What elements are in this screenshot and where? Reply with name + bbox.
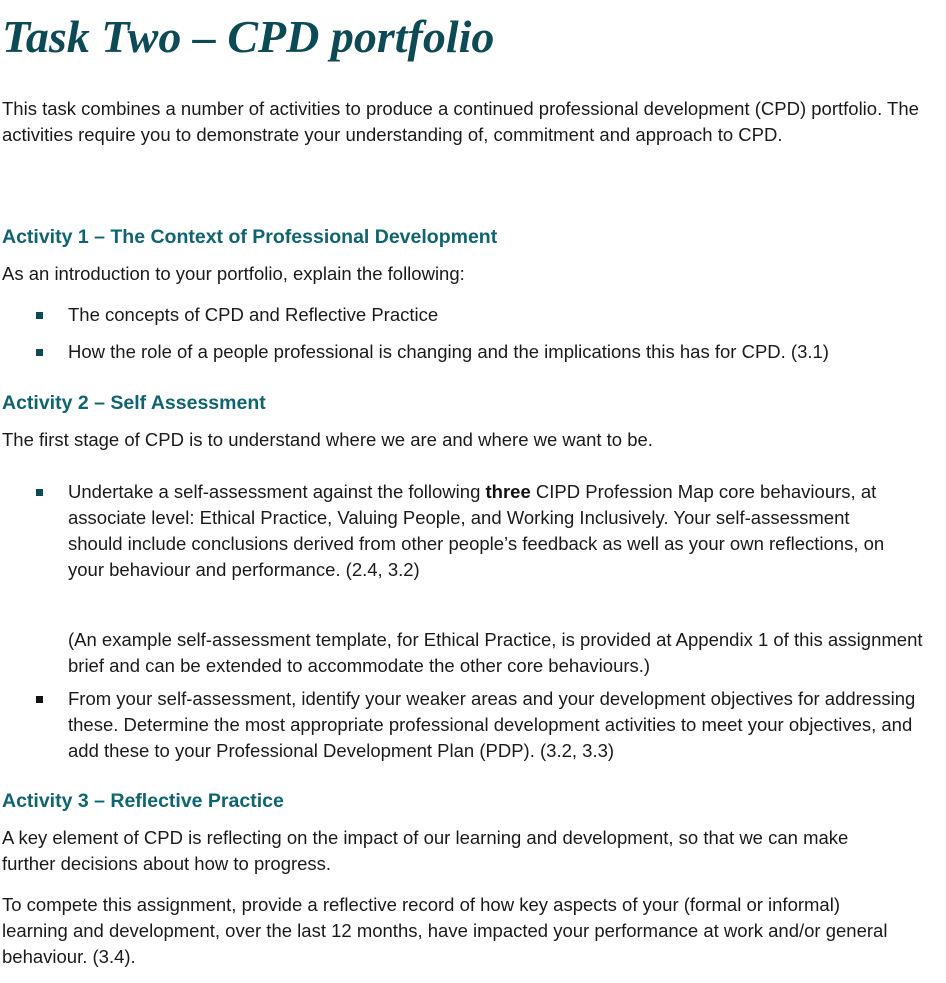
bullet-text-start: Undertake a self-assessment against the following	[68, 481, 486, 502]
activity-3-heading: Activity 3 – Reflective Practice	[2, 790, 284, 812]
activity-1-heading: Activity 1 – The Context of Professional Development	[2, 226, 498, 248]
bold-emphasis: three	[485, 481, 531, 502]
square-bullet-icon	[36, 489, 43, 496]
activity-2-heading: Activity 2 – Self Assessment	[2, 392, 266, 414]
square-bullet-icon	[36, 349, 43, 356]
activity-1-lead: As an introduction to your portfolio, explain the following:	[2, 263, 465, 284]
list-item	[2, 339, 932, 365]
page-title: Task Two – CPD portfolio	[2, 11, 495, 62]
list-item	[2, 479, 932, 583]
bullet-text: From your self-assessment, identify your weaker areas and your development objectives for addressing these. Determine the most appropriate professional development activities to meet your objectives, and add these to your Professional Development Plan (PDP). (3.2, 3.3)	[68, 688, 916, 761]
template-note: (An example self-assessment template, for Ethical Practice, is provided at Appendix 1 of this assignment brief and can be extended to accommodate the other core behaviours.)	[68, 628, 923, 676]
activity-2-lead: The first stage of CPD is to understand where we are and where we want to be.	[2, 429, 653, 450]
square-bullet-icon	[36, 312, 43, 319]
square-bullet-icon	[36, 696, 43, 703]
intro-paragraph: This task combines a number of activities to produce a continued professional development (CPD) portfolio. The activities require you to demonstrate your understanding of, commitment and approach to CPD.	[2, 98, 919, 145]
activity-3-paragraph-1: A key element of CPD is reflecting on the impact of our learning and development, so that we can make further decisions about how to progress.	[2, 827, 849, 874]
bullet-text-end: CIPD Profession Map core behaviours, at associate level: Ethical Practice, Valuing People, and Working Inclusively. Your self-assessment should include conclusions derived from other people’s feedback as well as your own reflections, on your behaviour and performance. (2.4, 3.2)	[68, 481, 885, 580]
bullet-text: How the role of a people professional is changing and the implications this has for CPD. (3.1)	[68, 341, 829, 362]
bullet-text: The concepts of CPD and Reflective Practice	[68, 304, 439, 325]
list-item	[2, 302, 932, 328]
activity-3-paragraph-2: To compete this assignment, provide a reflective record of how key aspects of your (formal or informal) learning and development, over the last 12 months, have impacted your performance at work and/or general behaviour. (3.4).	[2, 894, 888, 967]
list-item	[2, 686, 932, 764]
bullet-text	[68, 479, 898, 583]
